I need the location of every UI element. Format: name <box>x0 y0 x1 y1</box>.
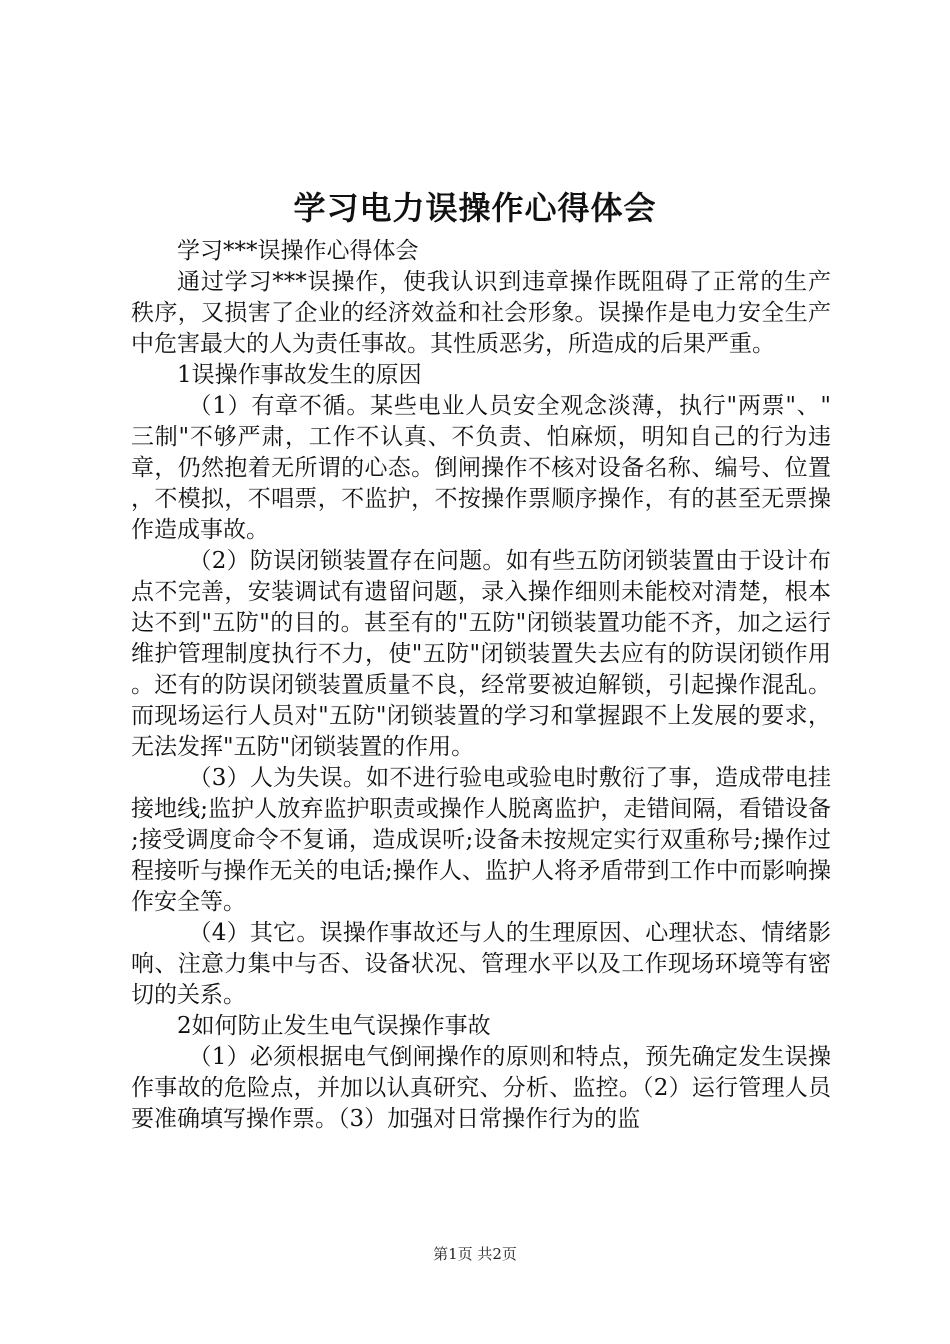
paragraph-intro: 通过学习***误操作，使我认识到违章操作既阻碍了正常的生产秩序，又损害了企业的经济效益和社会形象。误操作是电力安全生产中危害最大的人为责任事故。其性质恶劣，所造成的后果严重。 <box>131 269 831 357</box>
paragraph-cause-3: （3）人为失误。如不进行验电或验电时敷衍了事，造成带电挂接地线;监护人放弃监护职责或操作人脱离监护，走错间隔，看错设备;接受调度命令不复诵，造成误听;设备未按规定实行双重称号;操作过程接听与操作无关的电话;操作人、监护人将矛盾带到工作中而影响操作安全等。 <box>131 765 831 915</box>
document-body <box>131 236 831 1135</box>
paragraph-cause-2: （2）防误闭锁装置存在问题。如有些五防闭锁装置由于设计布点不完善，安装调试有遗留问题，录入操作细则未能校对清楚，根本达不到"五防"的目的。甚至有的"五防"闭锁装置功能不齐，加之运行维护管理制度执行不力，使"五防"闭锁装置失去应有的防误闭锁作用。还有的防误闭锁装置质量不良，经常要被迫解锁，引起操作混乱。而现场运行人员对"五防"闭锁装置的学习和掌握跟不上发展的要求，无法发挥"五防"闭锁装置的作用。 <box>131 548 831 760</box>
section-heading-causes: 1误操作事故发生的原因 <box>177 362 422 388</box>
paragraph-cause-1: （1）有章不循。某些电业人员安全观念淡薄，执行"两票"、"三制"不够严肃，工作不认真、不负责、怕麻烦，明知自己的行为违章，仍然抱着无所谓的心态。倒闸操作不核对设备名称、编号、位置，不模拟，不唱票，不监护，不按操作票顺序操作，有的甚至无票操作造成事故。 <box>131 393 831 543</box>
paragraph-prevention: （1）必须根据电气倒闸操作的原则和特点，预先确定发生误操作事故的危险点，并加以认真研究、分析、监控。（2）运行管理人员要准确填写操作票。（3）加强对日常操作行为的监 <box>131 1044 831 1132</box>
paragraph-subtitle: 学习***误操作心得体会 <box>177 238 419 264</box>
section-heading-prevention: 2如何防止发生电气误操作事故 <box>177 1013 491 1039</box>
page-footer: 第1页 共2页 <box>433 1245 517 1263</box>
document-title: 学习电力误操作心得体会 <box>293 189 657 227</box>
paragraph-cause-4: （4）其它。误操作事故还与人的生理原因、心理状态、情绪影响、注意力集中与否、设备状况、管理水平以及工作现场环境等有密切的关系。 <box>131 920 831 1008</box>
